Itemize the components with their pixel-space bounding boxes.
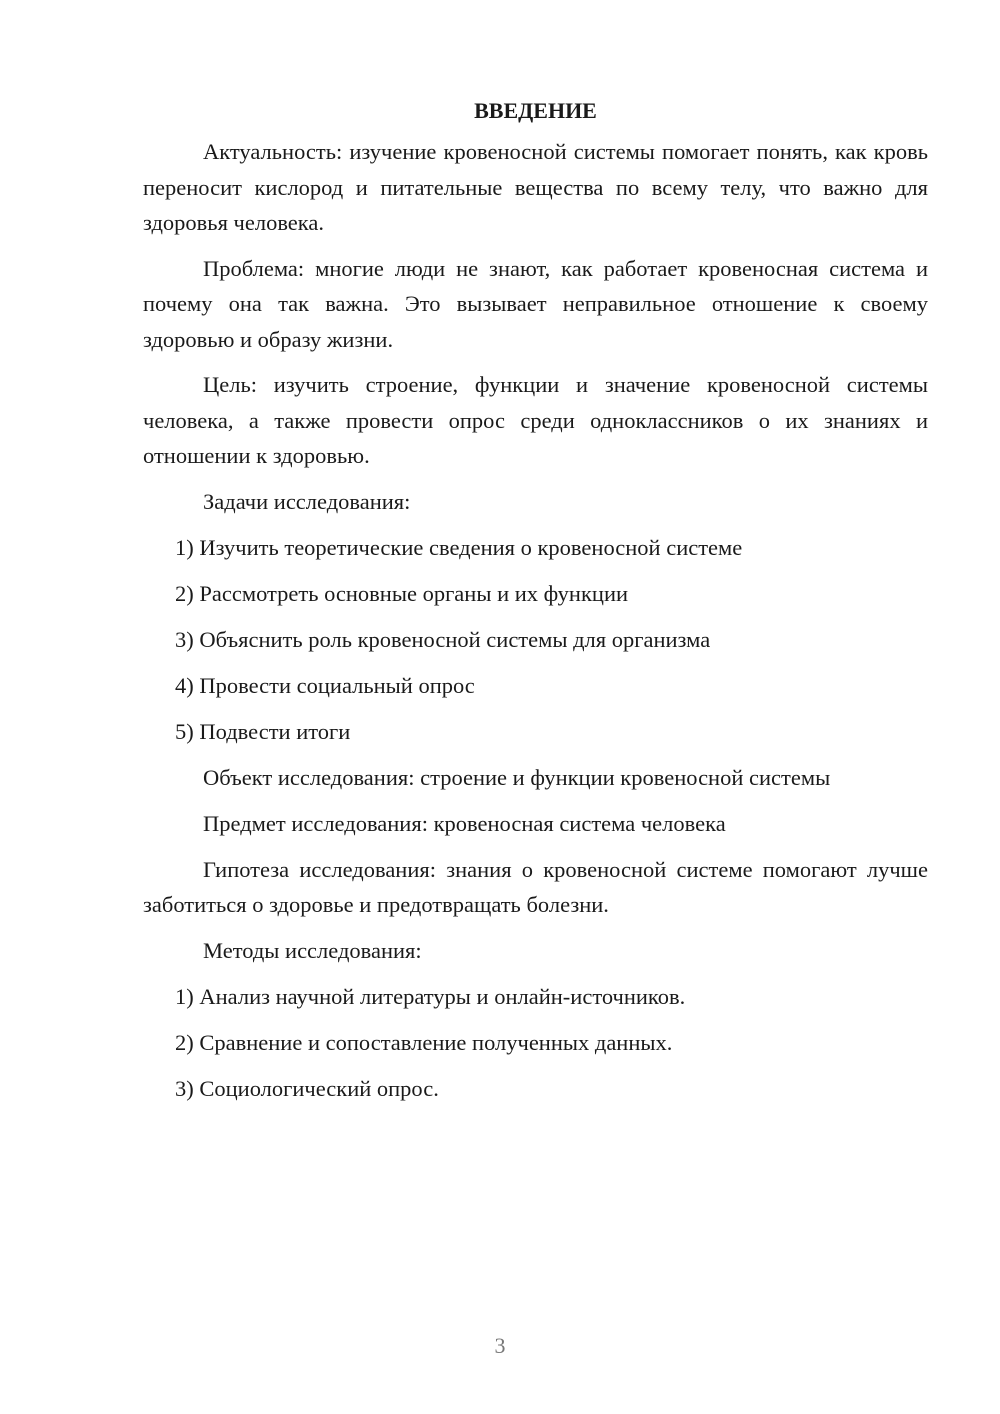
section-title: ВВЕДЕНИЕ [474, 98, 597, 123]
task-item: 5) Подвести итоги [175, 718, 351, 744]
method-item: 2) Сравнение и сопоставление полученных данных. [175, 1029, 673, 1055]
task-item: 4) Провести социальный опрос [175, 672, 475, 698]
page-number: 3 [494, 1333, 506, 1358]
tasks-heading: Задачи исследования: [203, 488, 411, 514]
methods-list [143, 979, 928, 1107]
task-item: 1) Изучить теоретические сведения о кровеносной системе [175, 534, 743, 560]
goal-paragraph: Цель: изучить строение, функции и значение кровеносной системы человека, а также провести опрос среди одноклассников о их знаниях и отношении к здоровью. [143, 372, 928, 468]
page-content [143, 94, 928, 1117]
methods-heading: Методы исследования: [203, 937, 422, 963]
hypothesis-paragraph: Гипотеза исследования: знания о кровеносной системе помогают лучше заботиться о здоровье и предотвращать болезни. [143, 856, 928, 917]
task-item: 3) Объяснить роль кровеносной системы для организма [175, 626, 711, 652]
object-line: Объект исследования: строение и функции кровеносной системы [203, 764, 831, 790]
method-item: 1) Анализ научной литературы и онлайн-источников. [175, 983, 686, 1009]
tasks-list [143, 530, 928, 750]
method-item: 3) Социологический опрос. [175, 1075, 439, 1101]
problem-paragraph: Проблема: многие люди не знают, как работает кровеносная система и почему она так важна. Это вызывает неправильное отношение к своему здоровью и образу жизни. [143, 255, 928, 352]
relevance-paragraph: Актуальность: изучение кровеносной системы помогает понять, как кровь переносит кислород и питательные вещества по всему телу, что важно для здоровья человека. [143, 139, 928, 235]
task-item: 2) Рассмотреть основные органы и их функции [175, 580, 629, 606]
subject-line: Предмет исследования: кровеносная система человека [203, 810, 726, 836]
